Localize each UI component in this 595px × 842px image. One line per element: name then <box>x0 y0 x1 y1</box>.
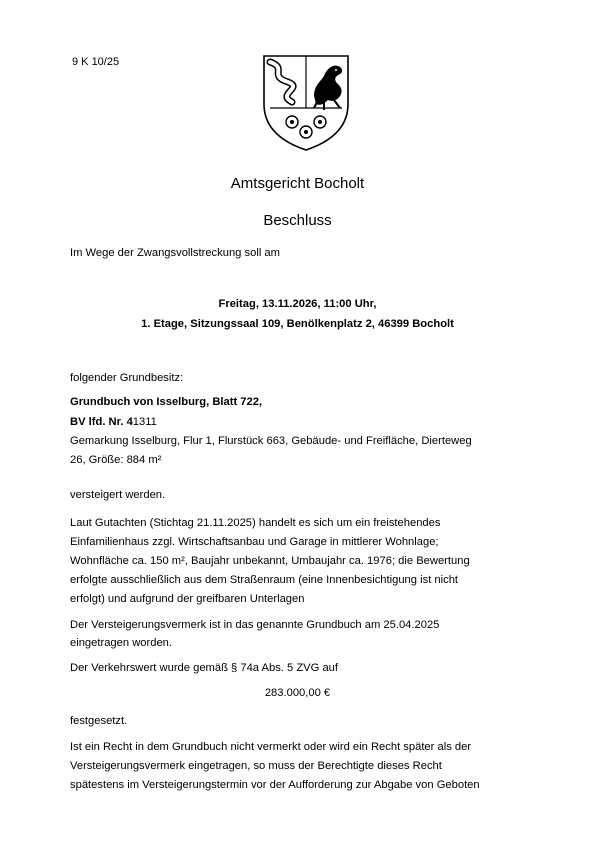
coat-of-arms-icon <box>258 52 354 152</box>
registration-line: eingetragen worden. <box>70 637 173 649</box>
appraisal-line: erfolgt) und aufgrund der greifbaren Unterlagen <box>70 593 305 605</box>
appraisal-line: Einfamilienhaus zzgl. Wirtschaftsanbau und Garage in mittlerer Wohnlage; <box>70 536 439 548</box>
property-description-2: 26, Größe: 884 m² <box>70 454 162 466</box>
land-register: Grundbuch von Isselburg, Blatt 722, <box>70 396 263 408</box>
auction-text: versteigert werden. <box>70 489 166 501</box>
rights-notice-line: Versteigerungsvermerk eingetragen, so muss der Berechtigte dieses Recht <box>70 760 442 772</box>
bv-value: 1311 <box>132 416 157 428</box>
appraisal-line: Laut Gutachten (Stichtag 21.11.2025) handelt es sich um ein freistehendes <box>70 517 441 529</box>
registration-line: Der Versteigerungsvermerk ist in das genannte Grundbuch am 25.04.2025 <box>70 619 440 631</box>
intro-text: Im Wege der Zwangsvollstreckung soll am <box>70 247 280 259</box>
appointment-location: 1. Etage, Sitzungssaal 109, Benölkenplatz 2, 46399 Bocholt <box>141 318 454 330</box>
appraisal-line: Wohnfläche ca. 150 m², Baujahr unbekannt, Umbaujahr ca. 1976; die Bewertung <box>70 555 470 567</box>
case-number: 9 K 10/25 <box>72 56 120 68</box>
bv-label: BV lfd. Nr. 4 <box>70 416 133 428</box>
bv-number <box>70 413 530 432</box>
property-intro: folgender Grundbesitz: <box>70 372 184 384</box>
valuation-intro: Der Verkehrswert wurde gemäß § 74a Abs. 5 ZVG auf <box>70 662 339 674</box>
appointment-date: Freitag, 13.11.2026, 11:00 Uhr, <box>218 298 377 310</box>
property-description: Gemarkung Isselburg, Flur 1, Flurstück 663, Gebäude- und Freifläche, Dierteweg <box>70 435 472 447</box>
valuation-end: festgesetzt. <box>70 715 128 727</box>
document-title: Beschluss <box>263 212 332 229</box>
rights-notice-line: spätestens im Versteigerungstermin vor der Aufforderung zur Abgabe von Geboten <box>70 779 480 791</box>
appraisal-line: erfolgte ausschließlich aus dem Straßenraum (eine Innenbesichtigung ist nicht <box>70 574 459 586</box>
rights-notice-line: Ist ein Recht in dem Grundbuch nicht vermerkt oder wird ein Recht später als der <box>70 741 472 753</box>
market-value: 283.000,00 € <box>264 687 331 699</box>
court-name: Amtsgericht Bocholt <box>230 175 365 192</box>
